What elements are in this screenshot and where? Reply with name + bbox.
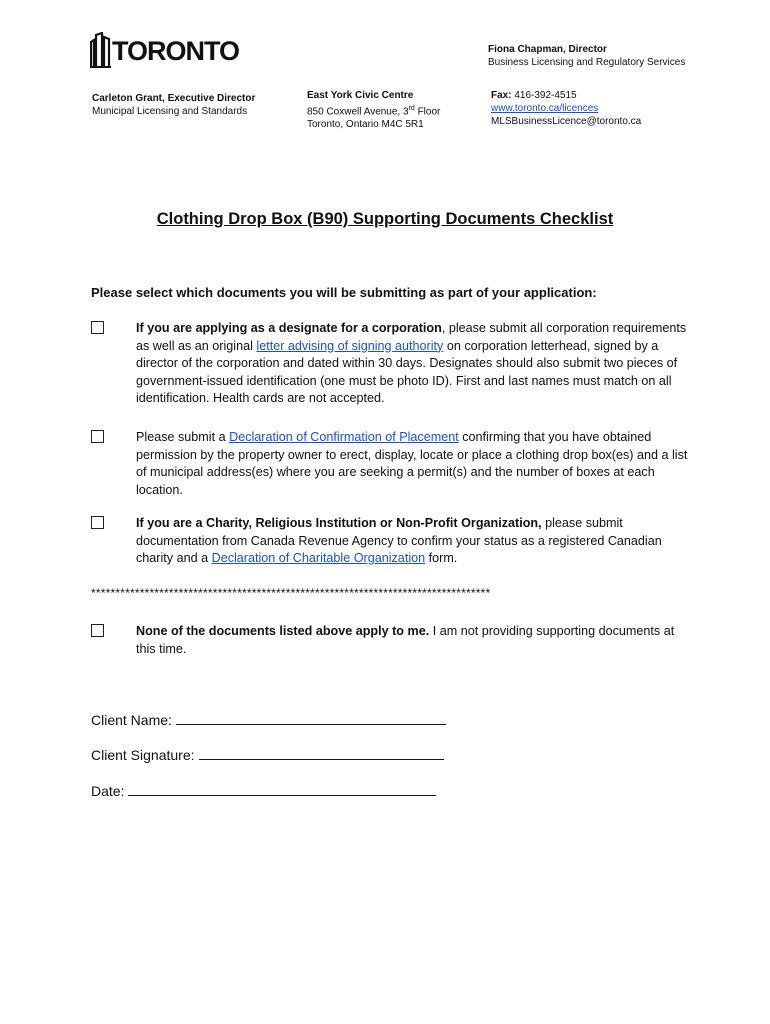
item-none-apply: None of the documents listed above apply to me. I am not providing supporting documents at this time.	[136, 624, 675, 656]
email-address: MLSBusinessLicence@toronto.ca	[491, 116, 642, 127]
signing-authority-link[interactable]: letter advising of signing authority	[256, 338, 444, 353]
office-city: Toronto, Ontario M4C 5R1	[307, 119, 424, 131]
office-street: 850 Coxwell Avenue, 3rd Floor	[307, 105, 441, 118]
executive-block	[92, 92, 255, 118]
website-link[interactable]: www.toronto.ca/licences	[491, 103, 599, 114]
separator: **********************************************************************************	[91, 586, 491, 600]
item-corporation-designate: If you are applying as a designate for a corporation, please submit all corporation requirements as well as an original letter advising of signing authority on corporation letterhead, signed by a director of the corporation and dated within 30 days. Designates should also submit two pieces of government-issued identification (one must be photo ID). First and last names must match on all identification. Health cards are not accepted.	[136, 321, 687, 405]
client-name-field[interactable]	[91, 712, 446, 728]
date-line[interactable]	[128, 795, 436, 796]
date-label: Date:	[91, 783, 125, 799]
executive-name: Carleton Grant, Executive Director	[92, 93, 256, 104]
toronto-logo	[90, 32, 240, 72]
director-department: Business Licensing and Regulatory Services	[488, 57, 686, 68]
executive-department: Municipal Licensing and Standards	[92, 106, 248, 117]
client-name-line[interactable]	[176, 724, 446, 725]
item-placement-declaration: Please submit a Declaration of Confirmation of Placement confirming that you have obtained permission by the property owner to erect, display, locate or place a clothing drop box(es) and a list of municipal address(es) where you are seeking a permit(s) and the number of boxes at each location.	[136, 430, 688, 497]
charitable-declaration-link[interactable]: Declaration of Charitable Organization	[211, 551, 426, 565]
director-block	[488, 43, 685, 69]
date-field[interactable]	[91, 783, 436, 799]
director-name: Fiona Chapman, Director	[488, 44, 607, 55]
contact-block	[491, 89, 641, 128]
item-charity: If you are a Charity, Religious Institution or Non-Profit Organization, please submit documentation from Canada Revenue Agency to confirm your status as a registered Canadian charity and a Declaration of Charitable Organization form.	[136, 516, 662, 565]
office-name: East York Civic Centre	[307, 90, 414, 101]
city-hall-icon	[90, 32, 112, 68]
client-signature-field[interactable]	[91, 747, 444, 763]
checkbox-placement-declaration[interactable]	[91, 430, 104, 443]
checkbox-corporation-designate[interactable]	[91, 321, 104, 334]
office-address-block	[307, 89, 440, 131]
checkbox-charity[interactable]	[91, 516, 104, 529]
client-name-label: Client Name:	[91, 712, 172, 728]
checkbox-none-apply[interactable]	[91, 624, 104, 637]
client-signature-line[interactable]	[199, 759, 444, 760]
fax-line: Fax: 416-392-4515	[491, 90, 577, 101]
page-title: Clothing Drop Box (B90) Supporting Documents Checklist	[156, 210, 614, 228]
placement-declaration-link[interactable]: Declaration of Confirmation of Placement	[229, 430, 459, 444]
client-signature-label: Client Signature:	[91, 747, 195, 763]
intro-text: Please select which documents you will be submitting as part of your application:	[91, 285, 597, 300]
logo-wordmark: TORONTO	[112, 36, 240, 66]
